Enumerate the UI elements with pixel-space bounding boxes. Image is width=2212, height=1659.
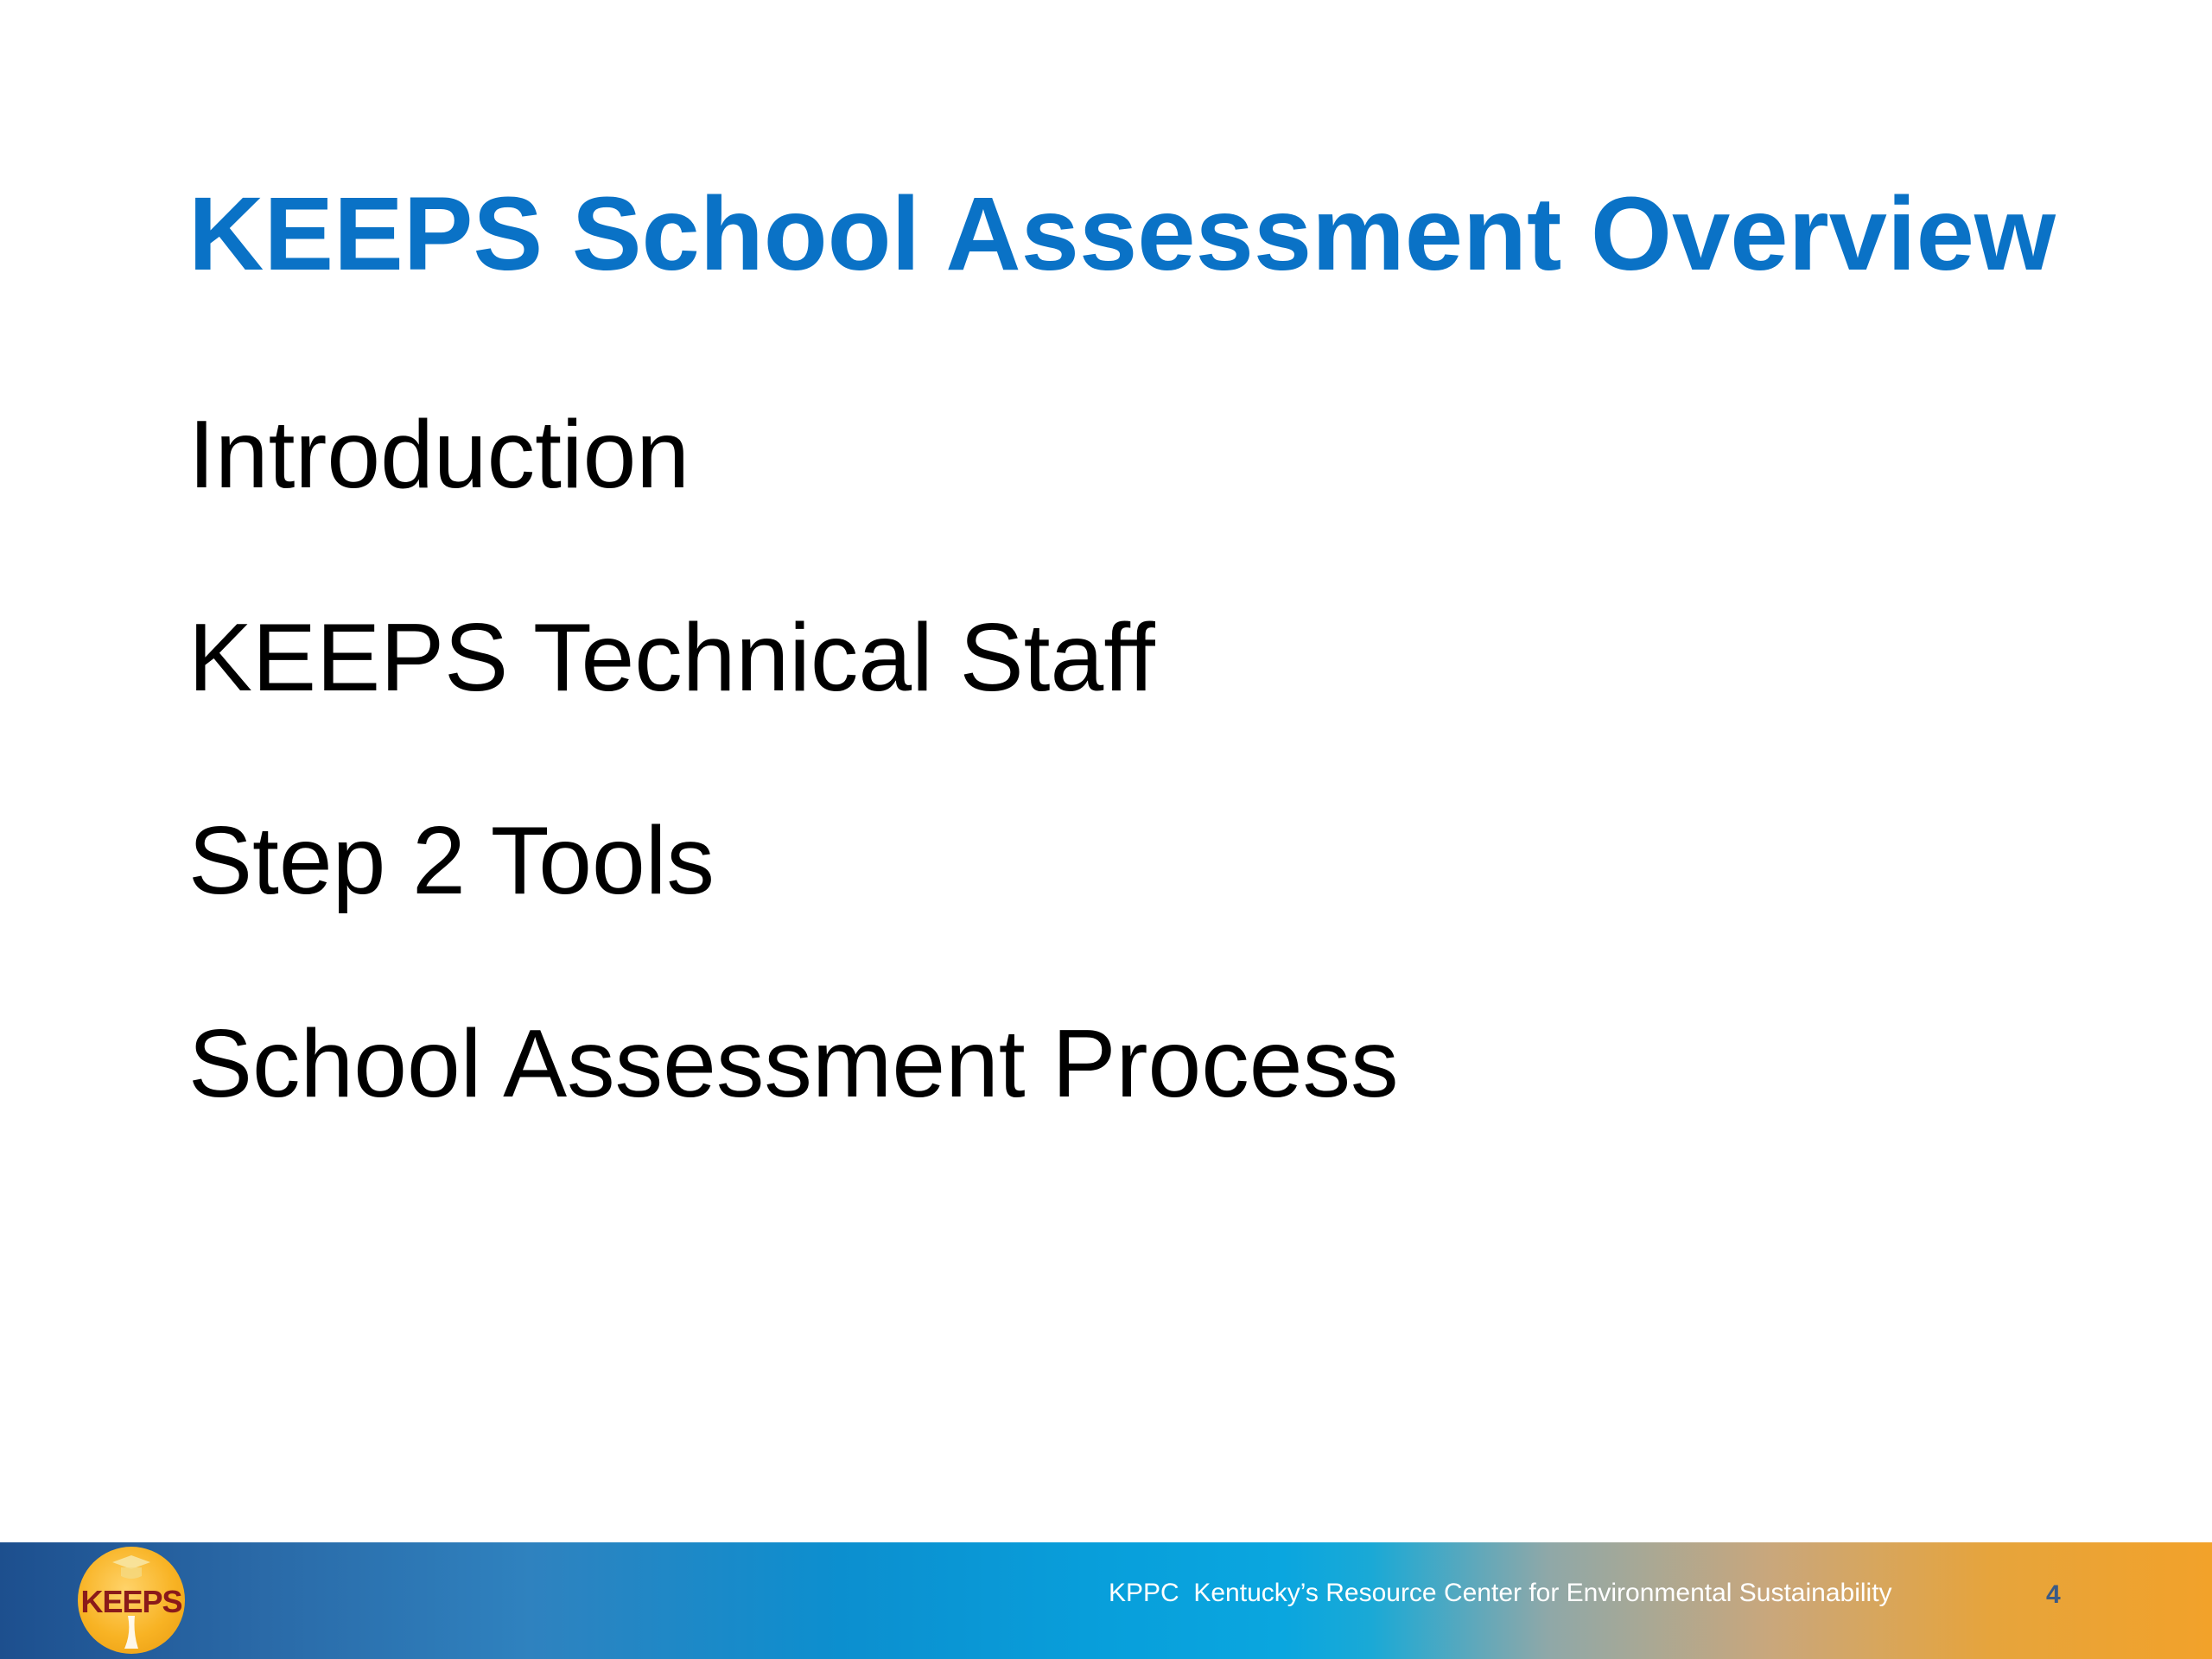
agenda-item-technical-staff: KEEPS Technical Staff	[188, 604, 1155, 711]
agenda-list	[188, 403, 1398, 1215]
agenda-item-assessment-process: School Assessment Process	[188, 1010, 1399, 1117]
logo-text: KEEPS	[80, 1584, 182, 1619]
slide-title: KEEPS School Assessment Overview	[188, 175, 2056, 292]
page-number: 4	[2046, 1580, 2061, 1609]
keeps-logo-icon	[78, 1547, 185, 1654]
agenda-item-step-2-tools: Step 2 Tools	[188, 807, 715, 914]
agenda-item-introduction: Introduction	[188, 401, 690, 508]
footer-tagline: KPPC Kentucky’s Resource Center for Environmental Sustainability	[1109, 1579, 1892, 1607]
